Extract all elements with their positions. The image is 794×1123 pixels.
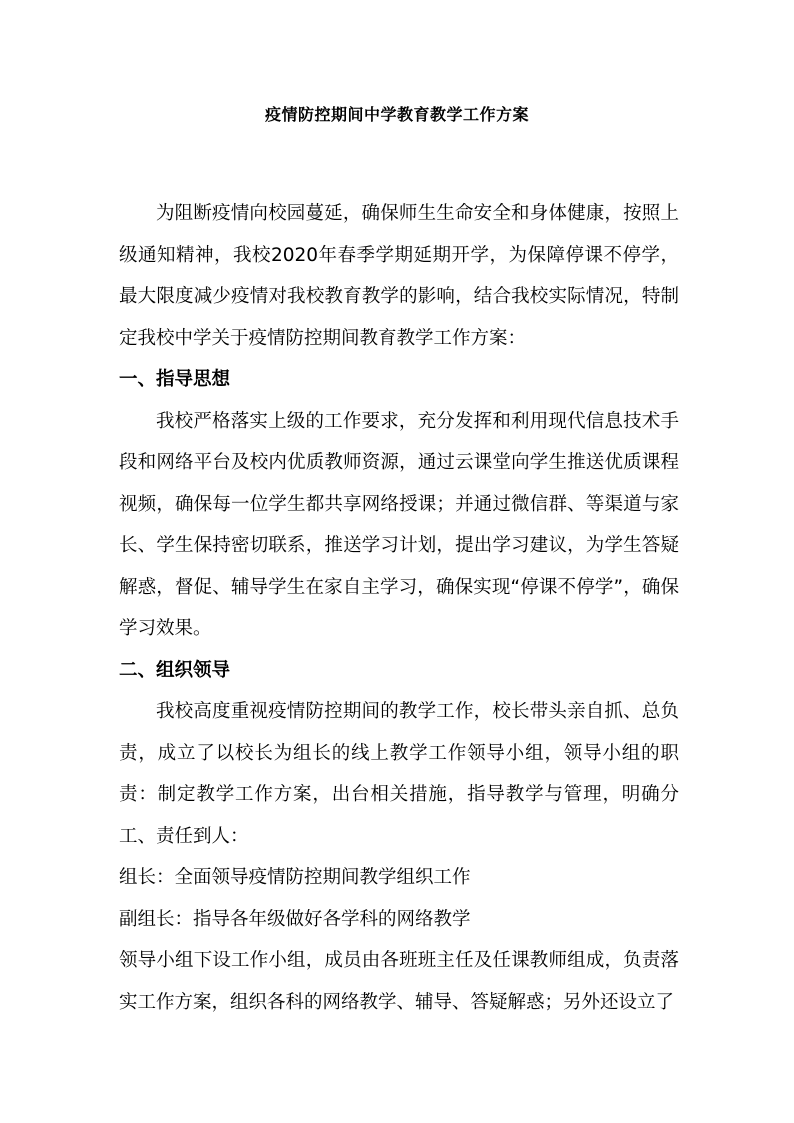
- leader-line: 组长：全面领导疫情防控期间教学组织工作: [119, 867, 471, 888]
- section-text-organization: 我校高度重视疫情防控期间的教学工作，校长带头亲自抓、总负责，成立了以校长为组长的线上教学工作领导小组，领导小组的职责：制定教学工作方案，出台相关措施，指导教学与管理，明确分工、责任到人：: [119, 701, 679, 847]
- section-text-guiding-ideology: 我校严格落实上级的工作要求，充分发挥和利用现代信息技术手段和网络平台及校内优质教师资源，通过云课堂向学生推送优质课程视频，确保每一位学生都共享网络授课；并通过微信群、等渠道与家长、学生保持密切联系，推送学习计划，提出学习建议，为学生答疑解惑，督促、辅导学生在家自主学习，确保实现“停课不停学”，确保学习效果。: [119, 410, 679, 639]
- section-heading-guiding-ideology: 一、指导思想: [119, 369, 231, 390]
- section-heading-organization: 二、组织领导: [119, 659, 231, 681]
- intro-paragraph: 为阻断疫情向校园蔓延，确保师生生命安全和身体健康，按照上级通知精神，我校2020年春季学期延期开学，为保障停课不停学，最大限度减少疫情对我校教育教学的影响，结合我校实际情况，特制定我校中学关于疫情防控期间教育教学工作方案：: [119, 203, 679, 349]
- subgroup-paragraph: 领导小组下设工作小组，成员由各班班主任及任课教师组成，负责落实工作方案，组织各科的网络教学、辅导、答疑解惑；另外还设立了: [119, 950, 679, 1013]
- deputy-leader-line: 副组长：指导各年级做好各学科的网络教学: [119, 908, 471, 930]
- document-body: [119, 193, 679, 1023]
- page-title: 疫情防控期间中学教育教学工作方案: [264, 105, 529, 124]
